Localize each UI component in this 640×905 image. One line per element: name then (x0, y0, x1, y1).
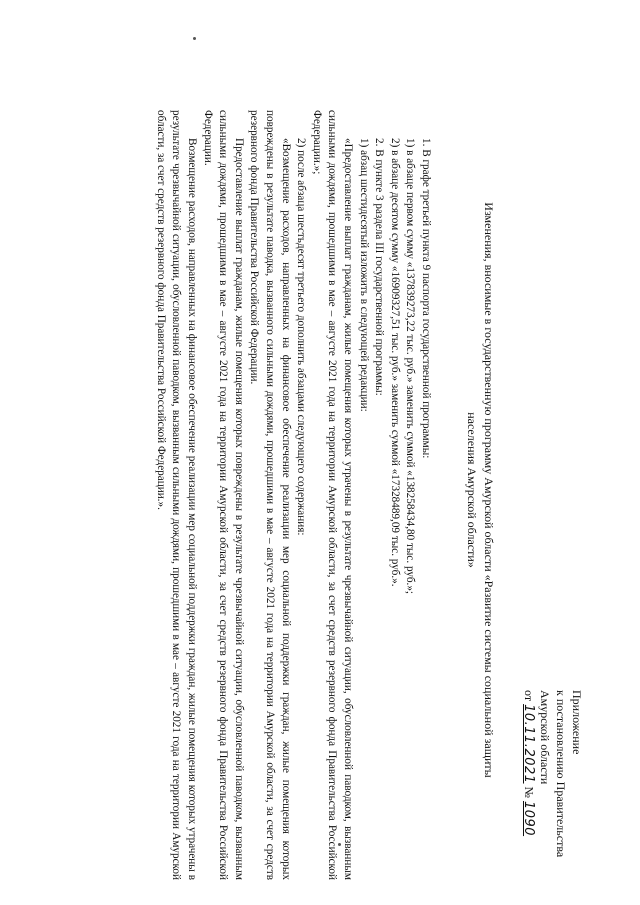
appendix-region: Амурской области (538, 690, 552, 785)
handwritten-date: 10.11.2021 (521, 704, 536, 784)
paragraph: «Предоставление выплат гражданам, жилые помещения которых утрачены в результате чрезвычайной ситуации, обусловленной паводком, вызванным сильными дождями, прошедшими в мае – августе 2021 года на территории Амурской области, за счет средств резервного фонда Правительства Российской Федерации.»; (310, 110, 355, 880)
rotated-document-content (85, 90, 585, 900)
handwritten-number: 1090 (521, 800, 536, 837)
number-prefix: № (522, 786, 536, 798)
paragraph: 1. В графе третьей пункта 9 паспорта государственной программы: (420, 138, 432, 459)
document-title (463, 110, 497, 870)
paragraph: 1) абзац шестидесятый изложить в следующей редакции: (357, 138, 370, 412)
paragraph: «Возмещение расходов, направленных на финансовое обеспечение реализации мер социальной поддержки граждан, жилые помещения которых повреждены в результате паводка, вызванного сильными дождями, прошедшими в мае – августе 2021 года на территории Амурской области, за счет средств резервного фонда Правительства Российской Федерации. (248, 110, 292, 880)
title-line-2: населения Амурской области» (465, 412, 479, 568)
paragraph: Возмещение расходов, направленных на финансовое обеспечение реализации мер социальной поддержки граждан, жилые помещения которых утрачены в результате чрезвычайной ситуации, обусловленной паводком, вызванным сильными дождями, прошедшими в мае – августе 2021 года на территории Амурской области, за счет средств резервного фонда Правительства Российской Федерации.». (154, 110, 199, 880)
appendix-date-row (520, 690, 537, 890)
appendix-label: Приложение (570, 690, 584, 755)
paragraph: 2. В пункте 3 раздела III государственной программы: (373, 138, 386, 396)
document-body (152, 110, 433, 880)
appendix-resolution: к постановлению Правительства (554, 690, 568, 858)
scan-dot (193, 37, 196, 40)
paragraph: 2) в абзаце десятом сумму «16909327,51 тыс. руб.» заменить суммой «17328489,09 тыс. руб.». (388, 138, 401, 587)
appendix-block (520, 690, 585, 890)
paragraph: Предоставление выплат гражданам, жилые помещения которых повреждены в результате чрезвычайной ситуации, обусловленной паводком, вызванным сильными дождями, прошедшими в мае – августе 2021 года на территории Амурской области, за счет средств резервного фонда Правительства Российской Федерации. (201, 110, 245, 880)
paragraph: 2) после абзаца шестьдесят третьего дополнить абзацами следующего содержания: (295, 138, 308, 536)
date-prefix: от (522, 690, 536, 702)
title-line-1: Изменения, вносимые в государственную программу Амурской области «Развитие системы социальной защиты (482, 202, 496, 778)
paragraph: 1) в абзаце первом сумму «137839273,22 тыс. руб.» заменить суммой «138258434,80 тыс. руб.»; (404, 138, 417, 595)
